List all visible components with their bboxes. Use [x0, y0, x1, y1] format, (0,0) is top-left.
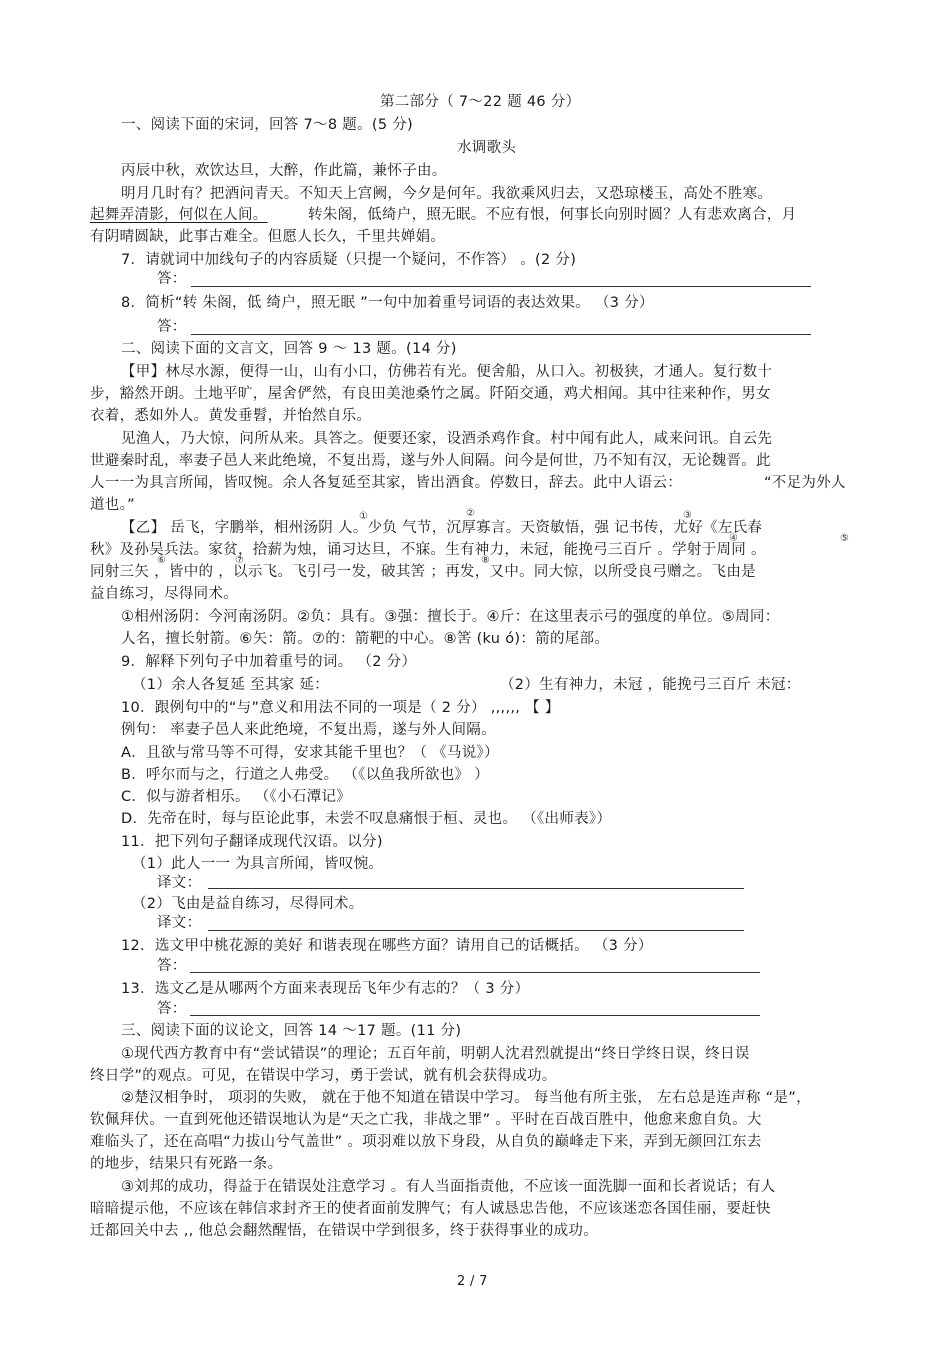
note-marker: ①	[359, 511, 368, 522]
question-11-item: （2）飞由是益自练习，尽得同术。	[132, 896, 364, 912]
annotation-line: 人名，擅长射箭。⑥矢：箭。⑦的：箭靶的中心。⑧筈 (ku ó)：箭的尾部。	[121, 631, 610, 647]
question-10-option[interactable]: D．先帝在时，每与臣论此事，未尝不叹息痛恨于桓、灵也。 （《出师表》）	[121, 811, 612, 827]
question-9: 9．解释下列句子中加着重号的词。 （2 分）	[121, 654, 417, 670]
essay-line: 钦佩拜伏。一直到死他还错误地认为是“天之亡我，非战之罪” 。平时在百战百胜中，他愈来愈自负。大	[90, 1112, 762, 1128]
note-marker: ⑤	[840, 533, 849, 544]
part-title: 第二部分（ 7～22 题 46 分）	[380, 94, 581, 110]
poem-title: 水调歌头	[457, 140, 517, 156]
essay-line: 难临头了，还在高唱“力拔山兮气盖世” 。项羽难以放下身段，从自负的巅峰走下来，弄到无颜回江东去	[90, 1134, 762, 1150]
question-10-option[interactable]: A．且欲与常马等不可得，安求其能千里也？（ 《马说》）	[121, 745, 499, 761]
note-marker: ⑧	[481, 555, 490, 566]
answer-line[interactable]	[191, 286, 811, 287]
note-marker: ⑥	[157, 555, 166, 566]
poem-line: 转朱阁，低绮户，照无眠。不应有恨，何事长向别时圆？人有悲欢离合，月	[308, 207, 797, 223]
essay-line: ②楚汉相争时， 项羽的失败， 就在于他不知道在错误中学习。 每当他有所主张， 左右总是连声称 “是”，	[121, 1090, 811, 1106]
passage-jia-line: 【甲】林尽水源，便得一山，山有小口，仿佛若有光。便舍船，从口入。初极狭，才通人。复行数十	[121, 364, 773, 380]
passage-jia-line: 见渔人，乃大惊，问所从来。具答之。便要还家，设酒杀鸡作食。村中闻有此人，咸来问讯。自云先	[121, 431, 773, 447]
answer-line[interactable]	[208, 888, 744, 889]
passage-yi-line: 【乙】 岳飞，字鹏举，相州汤阴 人。少负 气节，沉厚寡言。天资敏悟，强 记书传，尤好《左氏春	[121, 520, 763, 536]
essay-line: 终日学”的观点。可见，在错误中学习，勇于尝试，就有机会获得成功。	[90, 1068, 557, 1084]
poem-line: 有阴晴圆缺，此事古难全。但愿人长久，千里共婵娟。	[90, 229, 446, 245]
passage-yi-line: 同射三矢 ，皆中的 ，以示飞。飞引弓一发，破其筈 ；再发，又中。同大惊，以所受良弓赠之。飞由是	[90, 564, 756, 580]
note-marker: ⑦	[235, 555, 244, 566]
question-8: 8．简析“转 朱阁，低 绮户，照无眠 ”一句中加着重号词语的表达效果。 （3 分）	[121, 295, 654, 311]
passage-jia-line: 衣着，悉如外人。黄发垂髫，并怡然自乐。	[90, 408, 372, 424]
question-11: 11．把下列句子翻译成现代汉语。以分)	[121, 834, 383, 850]
passage-jia-line: 世避秦时乱，率妻子邑人来此绝境，不复出焉，遂与外人间隔。问今是何世，乃不知有汉，无论魏晋。此	[90, 453, 771, 469]
poem-preface: 丙辰中秋，欢饮达旦，大醉，作此篇，兼怀子由。	[121, 163, 447, 179]
question-9-item: （1）余人各复延 至其家 延：	[132, 677, 329, 693]
note-marker: ④	[729, 533, 738, 544]
answer-line[interactable]	[208, 930, 744, 931]
essay-line: ③刘邦的成功，得益于在错误处注意学习 。有人当面指责他，不应该一面洗脚一面和长者说话；有人	[121, 1179, 776, 1195]
question-9-item: （2）生有神力，未冠 ，能挽弓三百斤 未冠：	[500, 677, 801, 693]
answer-line[interactable]	[190, 972, 760, 973]
passage-yi-line: 秋》及孙吴兵法。家贫，拾薪为烛，诵习达旦，不寐。生有神力，未冠，能挽弓三百斤 。学射于周同 。	[90, 542, 766, 558]
section-heading: 三、阅读下面的议论文，回答 14 ～17 题。(11 分)	[121, 1023, 462, 1039]
passage-jia-line: “不足为外人	[764, 475, 846, 491]
answer-line[interactable]	[190, 1015, 760, 1016]
answer-line[interactable]	[191, 334, 811, 335]
passage-jia-line: 步，豁然开朗。土地平旷，屋舍俨然，有良田美池桑竹之属。阡陌交通，鸡犬相闻。其中往来种作，男女	[90, 386, 771, 402]
poem-line-underlined: 起舞弄清影，何似在人间。	[90, 207, 268, 223]
answer-label: 答：	[157, 1001, 187, 1017]
translation-label: 译文：	[157, 915, 202, 931]
passage-jia-line: 道也。”	[90, 497, 135, 513]
essay-line: ①现代西方教育中有“尝试错误”的理论；五百年前，明朝人沈君烈就提出“终日学终日误，终日误	[121, 1046, 750, 1062]
translation-label: 译文：	[157, 875, 202, 891]
passage-yi-line: 益自练习，尽得同术。	[90, 586, 238, 602]
answer-label: 答：	[157, 958, 187, 974]
essay-line: 暗暗提示他，不应该在韩信求封齐王的使者面前发脾气；有人诚恳忠告他，不应该迷恋各国佳丽，要赶快	[90, 1201, 771, 1217]
page-number: 2 / 7	[457, 1274, 488, 1289]
note-marker: ②	[466, 508, 475, 519]
question-12: 12．选文甲中桃花源的美好 和谐表现在哪些方面？请用自己的话概括。 （3 分）	[121, 938, 653, 954]
passage-jia-line: 人一一为具言所闻，皆叹惋。余人各复延至其家，皆出酒食。停数日，辞去。此中人语云：	[90, 475, 682, 491]
question-7: 7．请就词中加线句子的内容质疑（只提一个疑问，不作答） 。(2 分)	[121, 252, 577, 268]
essay-line: 迁都回关中去 ,, 他总会翻然醒悟，在错误中学到很多，终于获得事业的成功。	[90, 1223, 599, 1239]
section-heading: 二、阅读下面的文言文，回答 9 ～ 13 题。(14 分)	[121, 341, 457, 357]
question-10-option[interactable]: C．似与游者相乐。 （《小石潭记》	[121, 789, 352, 805]
question-10: 10．跟例句中的“与”意义和用法不同的一项是（ 2 分） ,,,,,, 【 】	[121, 700, 560, 716]
question-11-item: （1）此人一一 为具言所闻，皆叹惋。	[132, 856, 384, 872]
answer-label: 答：	[157, 319, 187, 335]
essay-line: 的地步，结果只有死路一条。	[90, 1156, 283, 1172]
question-10-option[interactable]: B．呼尔而与之，行道之人弗受。 （《以鱼我所欲也》 ）	[121, 767, 490, 783]
section-heading: 一、阅读下面的宋词，回答 7～8 题。(5 分)	[121, 117, 414, 133]
question-13: 13．选文乙是从哪两个方面来表现岳飞年少有志的？（ 3 分）	[121, 981, 530, 997]
question-10-example: 例句： 率妻子邑人来此绝境，不复出焉，遂与外人间隔。	[121, 722, 496, 738]
annotation-line: ①相州汤阴：今河南汤阴。②负：具有。③强：擅长于。④斤：在这里表示弓的强度的单位。⑤周同：	[121, 609, 780, 625]
note-marker: ③	[683, 510, 692, 521]
answer-label: 答：	[157, 271, 187, 287]
poem-line: 明月几时有？把酒问青天。不知天上宫阙，今夕是何年。我欲乘风归去，又恐琼楼玉，高处不胜寒。	[121, 186, 773, 202]
